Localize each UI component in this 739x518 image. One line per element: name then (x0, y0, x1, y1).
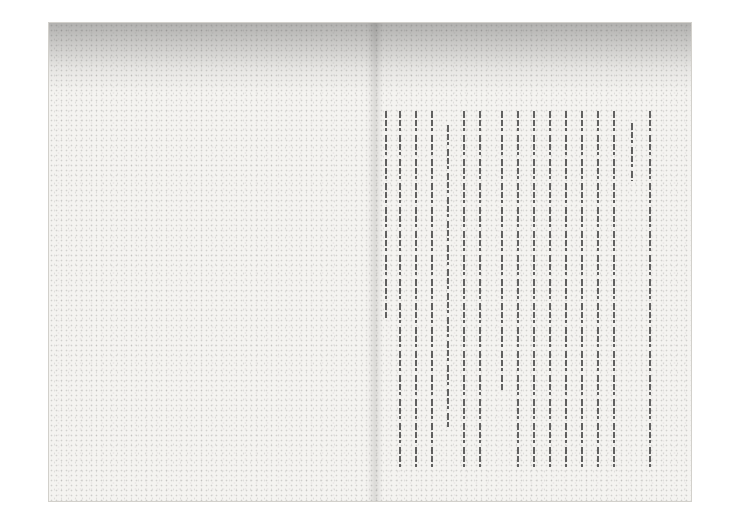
text-column (573, 111, 583, 471)
text-column (471, 111, 481, 471)
text-column (407, 111, 417, 471)
text-column (493, 111, 503, 471)
text-column (377, 111, 387, 471)
text-column (455, 111, 465, 471)
text-column (509, 111, 519, 471)
paper-sheet (48, 22, 692, 502)
text-column (439, 111, 449, 471)
text-column (541, 111, 551, 471)
text-column (525, 111, 535, 471)
text-column (391, 111, 401, 471)
text-column (641, 111, 651, 471)
text-column (605, 111, 615, 471)
text-column (423, 111, 433, 471)
text-column (557, 111, 567, 471)
text-column (589, 111, 599, 471)
document-title (623, 111, 633, 471)
handwritten-text-area (379, 111, 651, 471)
